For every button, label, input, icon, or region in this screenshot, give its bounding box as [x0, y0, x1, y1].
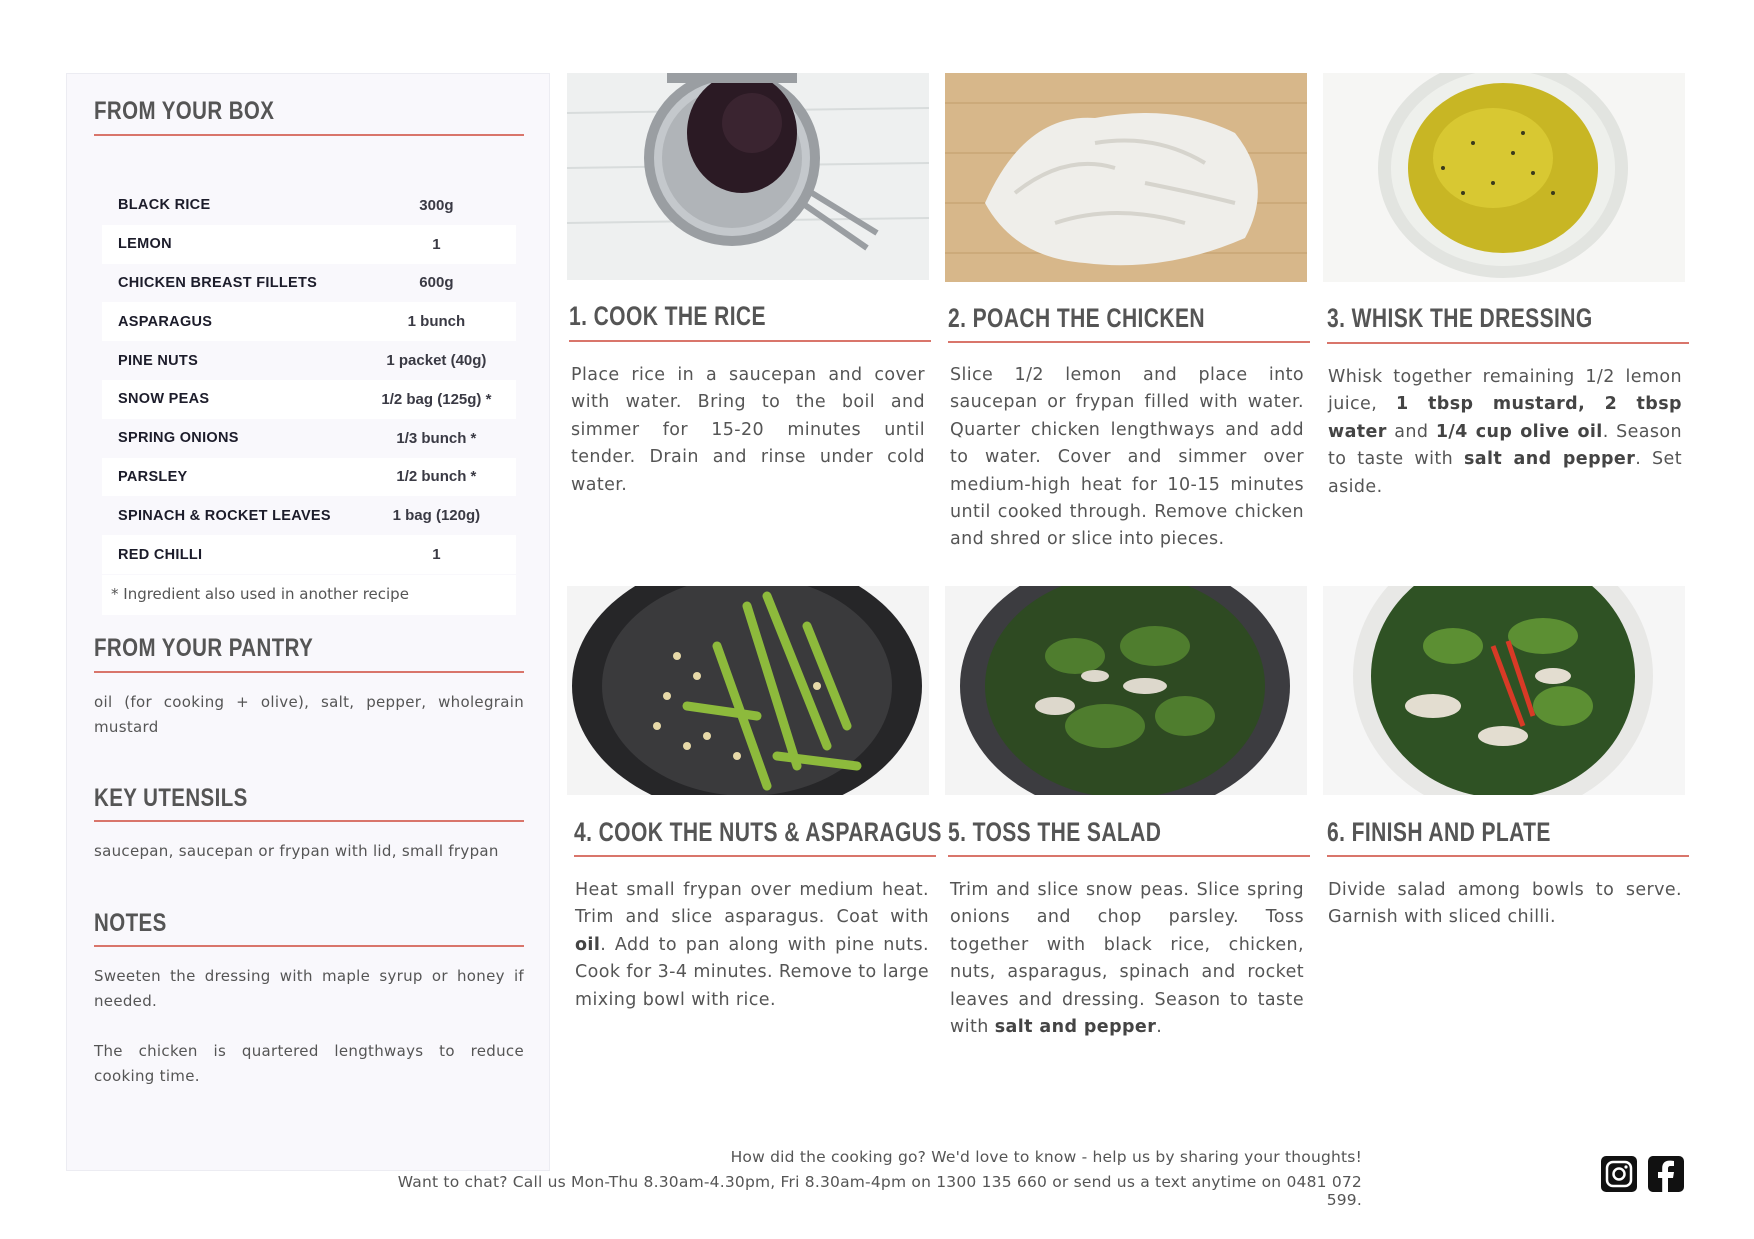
- step-6-photo: [1323, 586, 1685, 795]
- step-4-photo: [567, 586, 929, 795]
- ingredient-row: [102, 458, 516, 497]
- step-2-title: 2. POACH THE CHICKEN: [948, 303, 1206, 333]
- ingredients-sidebar: [66, 73, 550, 1171]
- step-text-segment: Trim and slice snow peas. Slice spring onions and chop parsley. Toss together with black rice, chicken, nuts, asparagus, spinach and rocket leaves and dressing. Season to taste with: [950, 880, 1304, 1038]
- ingredient-qty: 300g: [419, 196, 454, 214]
- ingredient-row: [102, 535, 516, 574]
- pantry-text: oil (for cooking + olive), salt, pepper, wholegrain mustard: [94, 693, 524, 736]
- note-1: Sweeten the dressing with maple syrup or honey if needed.: [94, 967, 524, 1010]
- step-4-title: 4. COOK THE NUTS & ASPARAGUS: [574, 817, 942, 847]
- ingredient-qty: 1: [432, 546, 441, 564]
- ingredient-row: [102, 302, 516, 341]
- step-divider: [1327, 855, 1689, 857]
- step-4-text: [575, 877, 929, 1014]
- note-2: The chicken is quartered lengthways to reduce cooking time.: [94, 1042, 524, 1085]
- ingredient-name: RED CHILLI: [118, 546, 203, 563]
- step-text-segment: Whisk together remaining 1/2 lemon juice,: [1328, 367, 1682, 415]
- ingredient-qty: 1: [432, 235, 441, 253]
- ingredient-qty: 600g: [419, 274, 454, 292]
- from-your-box-title: FROM YOUR BOX: [94, 97, 275, 125]
- ingredient-name: ASPARAGUS: [118, 313, 213, 330]
- step-text-segment: . Season to taste with: [1328, 421, 1682, 470]
- section-divider: [94, 820, 524, 822]
- ingredient-footnote: * Ingredient also used in another recipe: [102, 575, 516, 615]
- ingredient-name: PARSLEY: [118, 468, 188, 485]
- step-text-segment: . Set aside.: [1328, 449, 1682, 497]
- ingredient-name: SPRING ONIONS: [118, 430, 239, 447]
- ingredient-qty: 1/3 bunch *: [396, 429, 477, 447]
- section-divider: [94, 134, 524, 136]
- ingredient-row: [102, 264, 516, 303]
- ingredient-qty: 1/2 bunch *: [396, 468, 477, 486]
- facebook-icon[interactable]: [1648, 1156, 1684, 1192]
- notes-title: NOTES: [94, 909, 167, 937]
- ingredient-table: [102, 186, 516, 574]
- step-3-title: 3. WHISK THE DRESSING: [1327, 303, 1593, 333]
- step-text-segment: Place rice in a saucepan and cover with water. Bring to the boil and simmer for 15-20 minutes until tender. Drain and rinse under cold water.: [571, 365, 925, 495]
- ingredient-qty: 1/2 bag (125g) *: [381, 390, 492, 408]
- step-5-text: [950, 877, 1304, 1041]
- step-3-photo: [1323, 73, 1685, 282]
- key-utensils-title: KEY UTENSILS: [94, 784, 248, 812]
- footer-feedback-text: How did the cooking go? We'd love to know - help us by sharing your thoughts!: [730, 1148, 1362, 1166]
- step-5-photo: [945, 586, 1307, 795]
- utensils-text: saucepan, saucepan or frypan with lid, small frypan: [94, 842, 499, 860]
- ingredient-row: [102, 341, 516, 380]
- ingredient-name: CHICKEN BREAST FILLETS: [118, 274, 318, 291]
- ingredient-qty: 1 bag (120g): [392, 507, 481, 525]
- ingredient-name: BLACK RICE: [118, 197, 211, 214]
- footer-contact-text: Want to chat? Call us Mon-Thu 8.30am-4.30pm, Fri 8.30am-4pm on 1300 135 660 or send us a text anytime on 0481 072 599.: [397, 1173, 1362, 1209]
- ingredient-row: [102, 380, 516, 419]
- step-text-bold: salt and pepper: [1463, 449, 1636, 470]
- step-divider: [1327, 342, 1689, 344]
- ingredient-row: [102, 419, 516, 458]
- step-text-segment: . Add to pan along with pine nuts. Cook for 3-4 minutes. Remove to large mixing bowl with rice.: [575, 934, 929, 1010]
- step-divider: [948, 855, 1310, 857]
- ingredient-qty: 1 bunch: [407, 313, 466, 331]
- ingredient-row: [102, 186, 516, 225]
- section-divider: [94, 671, 524, 673]
- ingredient-name: LEMON: [118, 236, 172, 253]
- step-divider: [569, 340, 931, 342]
- step-3-text: [1328, 364, 1682, 501]
- step-1-title: 1. COOK THE RICE: [569, 301, 766, 331]
- step-5-title: 5. TOSS THE SALAD: [948, 817, 1162, 847]
- step-2-text: [950, 362, 1304, 554]
- step-text-segment: Divide salad among bowls to serve. Garnish with sliced chilli.: [1328, 880, 1682, 928]
- ingredient-name: PINE NUTS: [118, 352, 199, 369]
- ingredient-qty: 1 packet (40g): [386, 352, 487, 370]
- step-text-bold: 1/4 cup olive oil: [1435, 421, 1603, 442]
- section-divider: [94, 945, 524, 947]
- step-text-segment: Heat small frypan over medium heat. Trim and slice asparagus. Coat with: [575, 880, 929, 928]
- step-text-segment: .: [1156, 1017, 1163, 1038]
- ingredient-name: SPINACH & ROCKET LEAVES: [118, 507, 331, 524]
- step-1-photo: [567, 73, 929, 280]
- ingredient-row: [102, 225, 516, 264]
- step-text-segment: Slice 1/2 lemon and place into saucepan or frypan filled with water. Quarter chicken lengthways and add to water. Cover and simmer over medium-high heat for 10-15 minutes until cooked through. Remove chicken and shred or slice into pieces.: [950, 365, 1304, 550]
- step-divider: [574, 855, 936, 857]
- step-1-text: [571, 362, 925, 499]
- step-divider: [948, 341, 1310, 343]
- step-text-bold: salt and pepper: [994, 1017, 1157, 1038]
- step-6-title: 6. FINISH AND PLATE: [1327, 817, 1551, 847]
- instagram-icon[interactable]: [1601, 1156, 1637, 1192]
- step-2-photo: [945, 73, 1307, 282]
- from-your-pantry-title: FROM YOUR PANTRY: [94, 634, 314, 662]
- ingredient-row: [102, 496, 516, 535]
- step-6-text: [1328, 877, 1682, 932]
- ingredient-name: SNOW PEAS: [118, 391, 210, 408]
- step-text-bold: oil: [575, 934, 601, 955]
- step-text-segment: and: [1386, 421, 1436, 442]
- step-text-bold: 1 tbsp mustard, 2 tbsp water: [1328, 394, 1682, 442]
